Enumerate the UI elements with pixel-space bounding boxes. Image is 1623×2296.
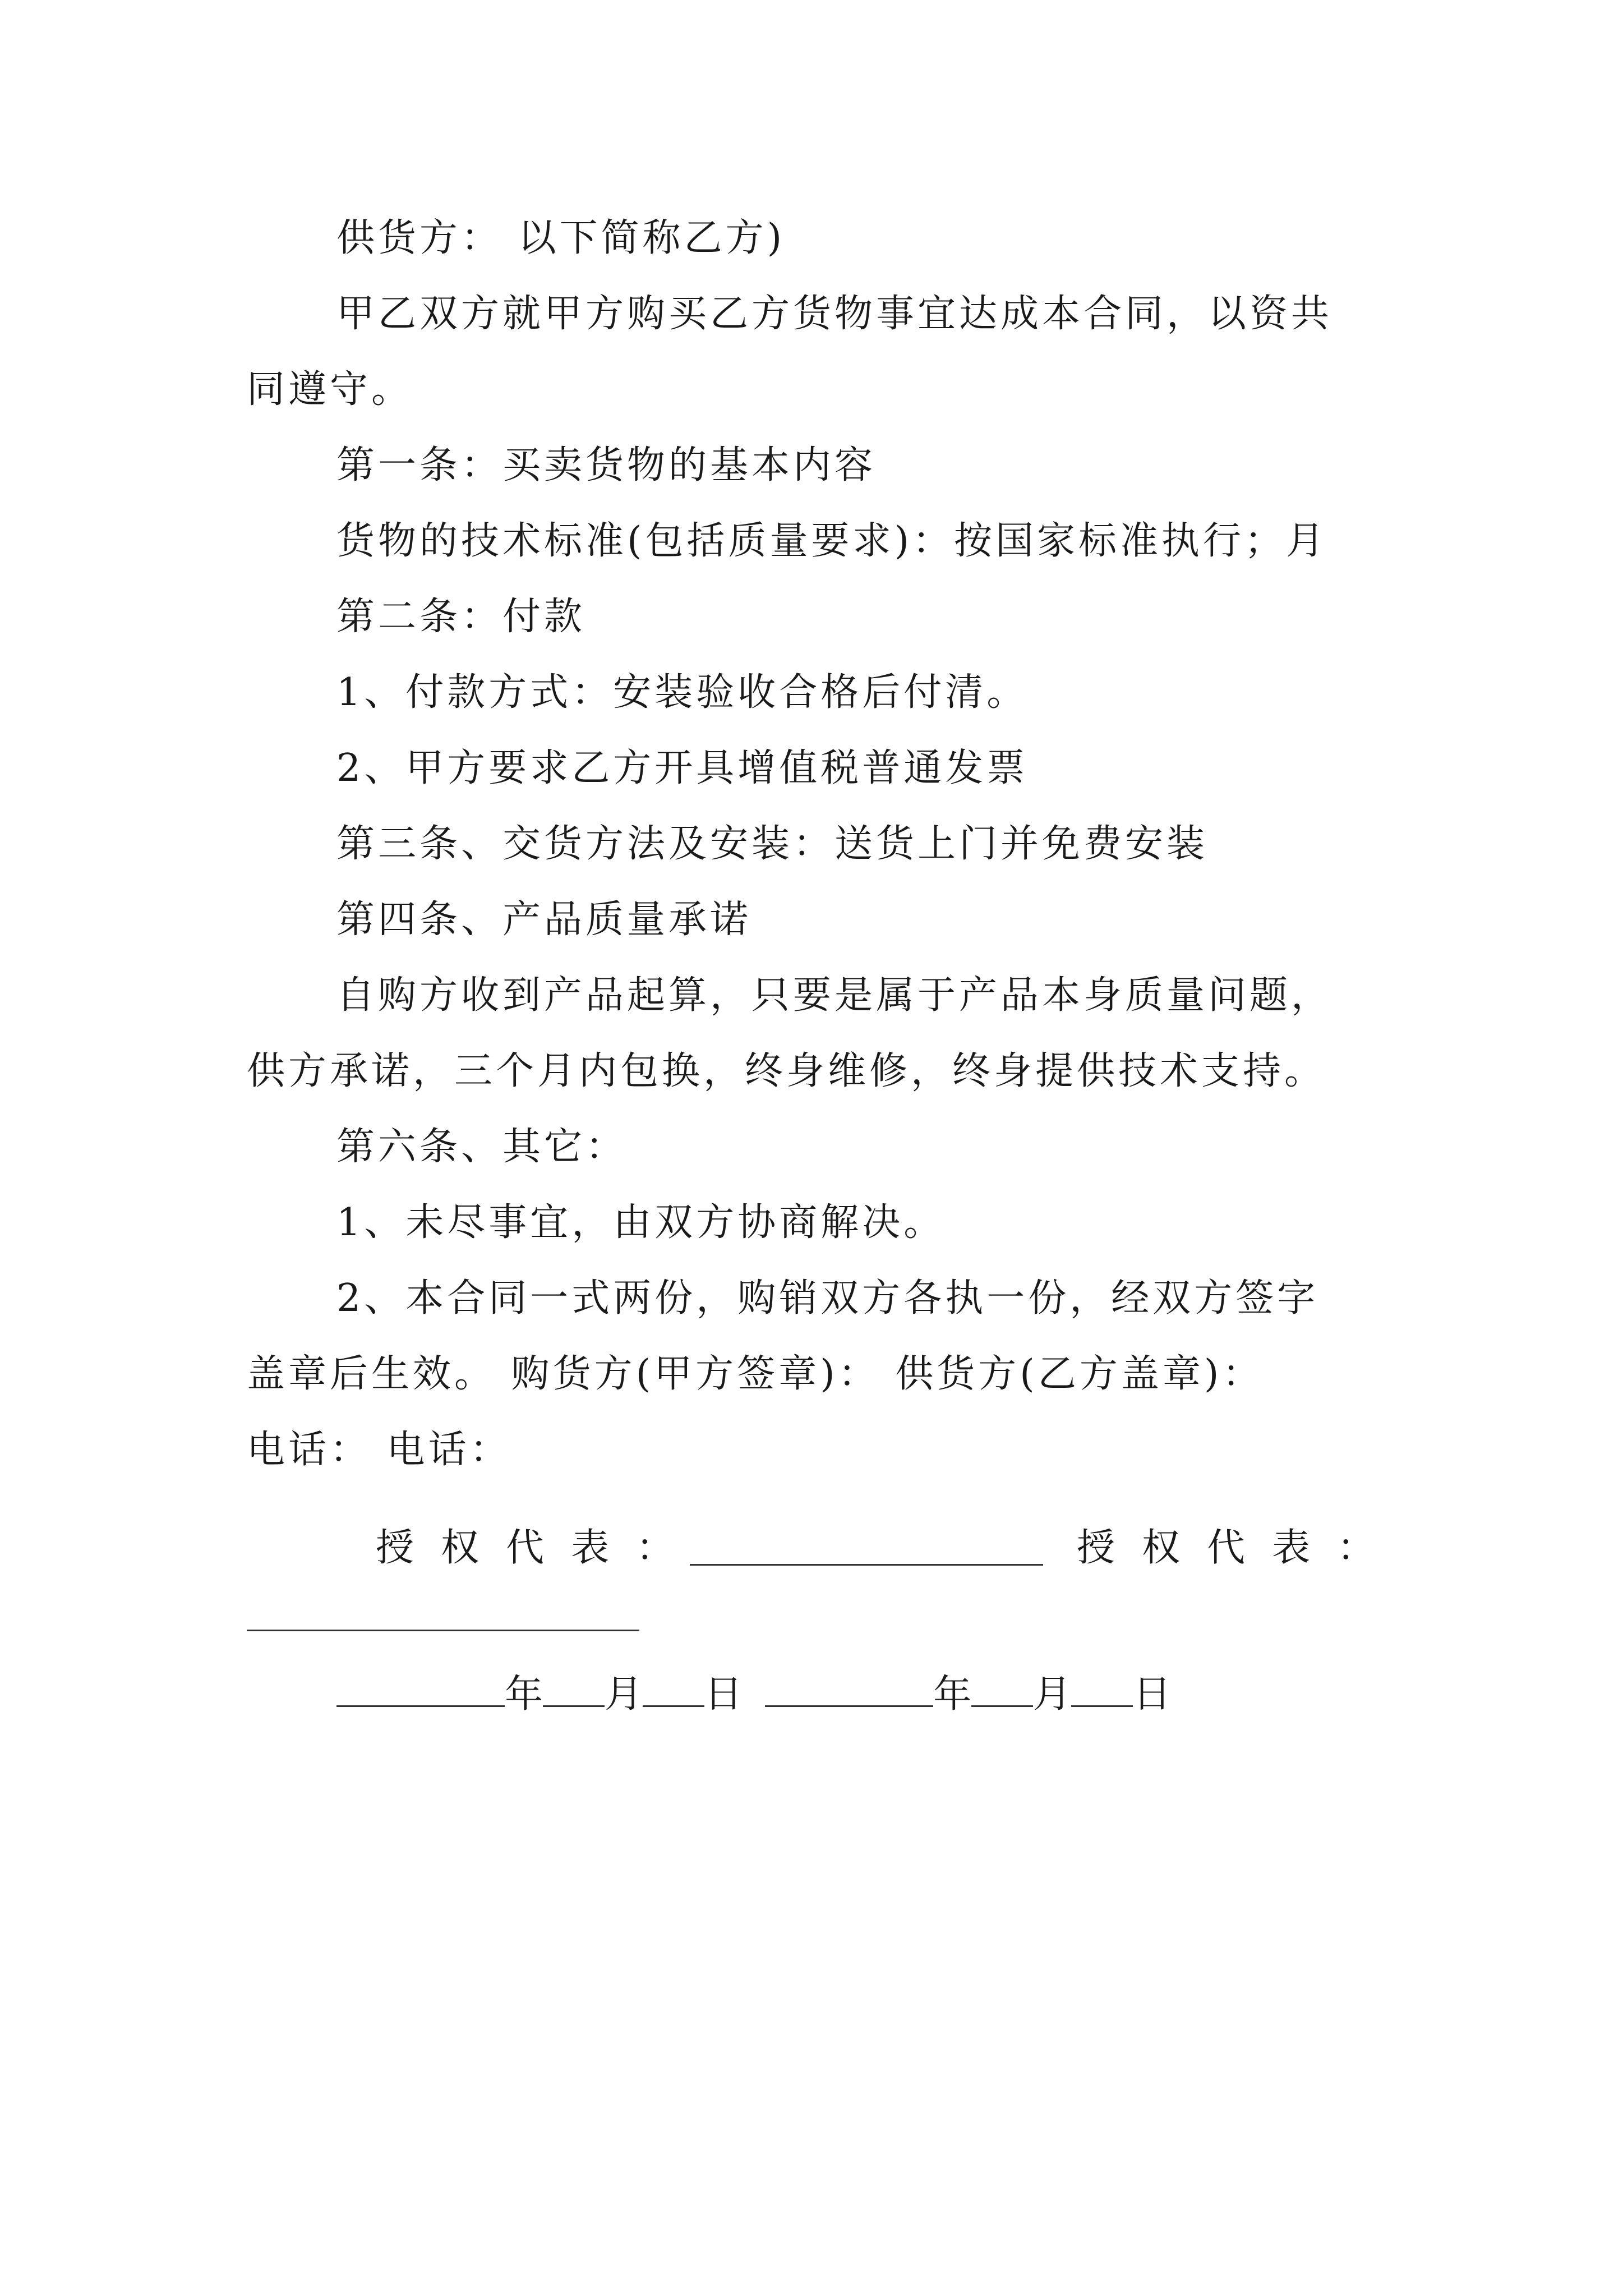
seller-month-blank[interactable] [971, 1672, 1033, 1707]
buyer-year-blank[interactable] [336, 1672, 505, 1707]
buyer-day-label: 日 [704, 1672, 743, 1717]
buyer-year-label: 年 [505, 1672, 543, 1717]
quality-line-2: 供方承诺，三个月内包换，终身维修，终身提供技术支持。 [247, 1049, 1326, 1093]
article-1-heading: 第一条：买卖货物的基本内容 [336, 443, 877, 487]
other-item-2-line-1: 2、本合同一式两份，购销双方各执一份，经双方签字 [336, 1276, 1319, 1320]
article-6-heading: 第六条、其它： [336, 1125, 628, 1169]
other-item-1: 1、未尽事宜，由双方协商解决。 [336, 1200, 946, 1245]
article-4-heading: 第四条、产品质量承诺 [336, 898, 752, 942]
representative-row [376, 1526, 1408, 1571]
payment-method-line: 1、付款方式：安装验收合格后付清。 [336, 670, 1029, 715]
seller-month-label: 月 [1033, 1672, 1072, 1717]
buyer-day-blank[interactable] [643, 1672, 704, 1707]
invoice-line: 2、甲方要求乙方开具增值税普通发票 [336, 746, 1029, 790]
phone-line: 电话： 电话： [247, 1428, 511, 1472]
seller-representative-label: 授权代表： [1077, 1526, 1403, 1570]
seller-day-blank[interactable] [1071, 1672, 1133, 1707]
article-2-heading: 第二条：付款 [336, 595, 586, 639]
seller-year-label: 年 [933, 1672, 972, 1717]
date-row [336, 1672, 1171, 1717]
buyer-month-blank[interactable] [543, 1672, 605, 1707]
signature-parties-line: 盖章后生效。 购货方(甲方签章)： 供货方(乙方盖章)： [247, 1352, 1264, 1396]
preamble-line-1: 甲乙双方就甲方购买乙方货物事宜达成本合同，以资共 [336, 292, 1333, 336]
preamble-line-2: 同遵守。 [247, 367, 413, 412]
seller-day-label: 日 [1133, 1672, 1172, 1717]
technical-standard-line: 货物的技术标准(包括质量要求)：按国家标准执行；月 [336, 519, 1328, 563]
seller-representative-blank[interactable] [247, 1607, 639, 1631]
buyer-month-label: 月 [605, 1672, 643, 1717]
article-3-line: 第三条、交货方法及安装：送货上门并免费安装 [336, 822, 1209, 866]
seller-year-blank[interactable] [765, 1672, 933, 1707]
quality-line-1: 自购方收到产品起算，只要是属于产品本身质量问题， [336, 973, 1333, 1018]
buyer-representative-label: 授权代表： [376, 1526, 702, 1570]
buyer-representative-blank[interactable] [690, 1530, 1043, 1566]
supplier-line: 供货方： 以下简称乙方) [336, 216, 786, 260]
